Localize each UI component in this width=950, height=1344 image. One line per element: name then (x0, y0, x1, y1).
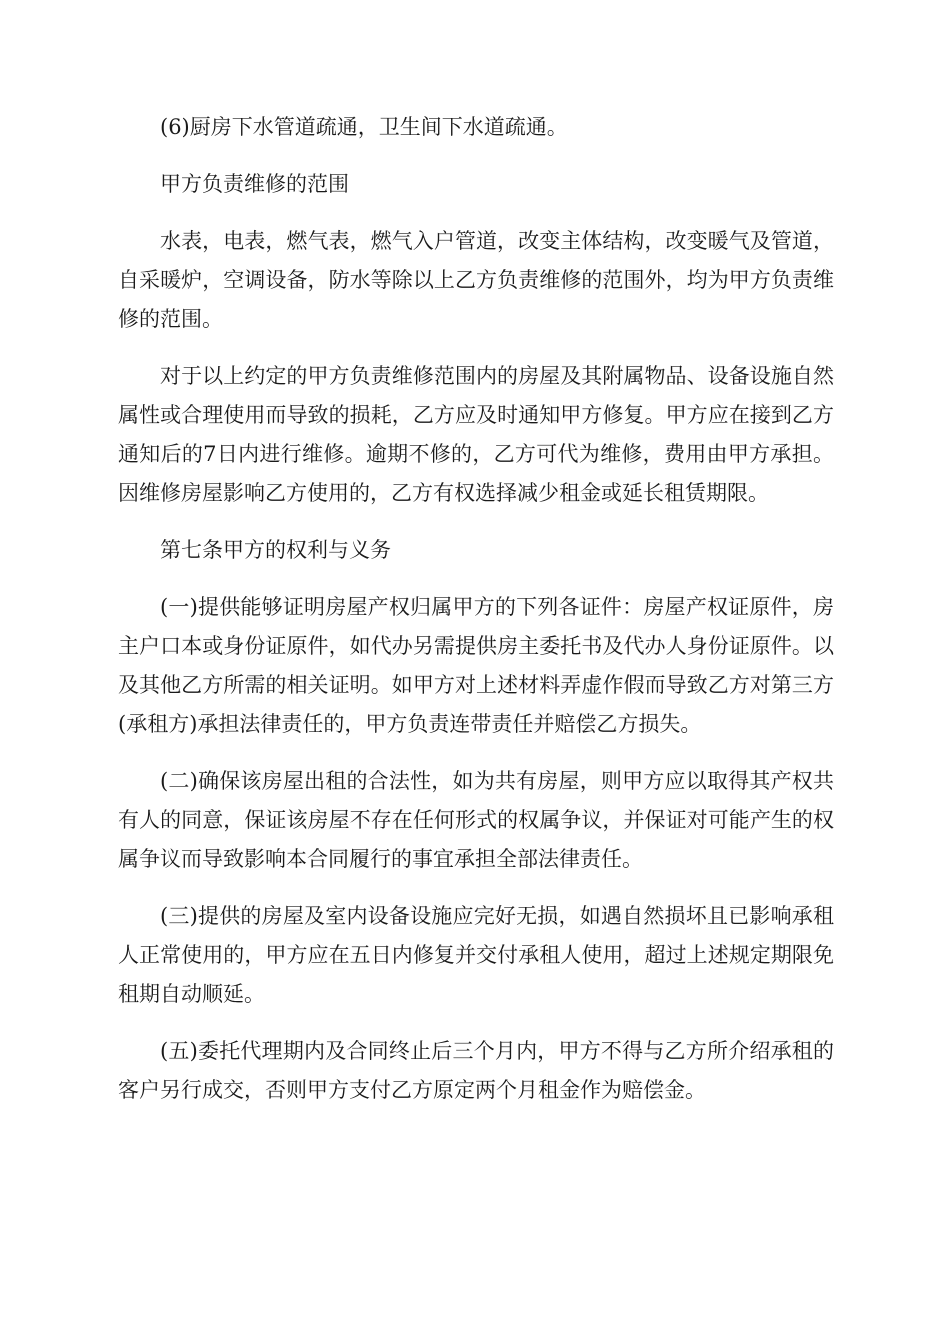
paragraph-party-a-scope-items: 水表，电表，燃气表，燃气入户管道，改变主体结构，改变暖气及管道，自采暖炉，空调设备，防水等除以上乙方负责维修的范围外，均为甲方负责维修的范围。 (118, 229, 834, 331)
heading-party-a-maintenance-scope: 甲方负责维修的范围 (160, 172, 349, 196)
paragraph-repair-obligation: 对于以上约定的甲方负责维修范围内的房屋及其附属物品、设备设施自然属性或合理使用而导致的损耗，乙方应及时通知甲方修复。甲方应在接到乙方通知后的7日内进行维修。逾期不修的，乙方可代为维修，费用由甲方承担。因维修房屋影响乙方使用的，乙方有权选择减少租金或延长租赁期限。 (118, 364, 834, 505)
paragraph-clause-three: (三)提供的房屋及室内设备设施应完好无损，如遇自然损坏且已影响承租人正常使用的，甲方应在五日内修复并交付承租人使用，超过上述规定期限免租期自动顺延。 (118, 904, 834, 1006)
document-body (118, 108, 834, 1128)
heading-article-seven: 第七条甲方的权利与义务 (160, 538, 391, 562)
paragraph-clause-two: (二)确保该房屋出租的合法性，如为共有房屋，则甲方应以取得其产权共有人的同意，保证该房屋不存在任何形式的权属争议，并保证对可能产生的权属争议而导致影响本合同履行的事宜承担全部法律责任。 (118, 769, 834, 871)
paragraph-kitchen-drain: (6)厨房下水管道疏通，卫生间下水道疏通。 (160, 115, 568, 139)
paragraph-clause-five: (五)委托代理期内及合同终止后三个月内，甲方不得与乙方所介绍承租的客户另行成交，否则甲方支付乙方原定两个月租金作为赔偿金。 (118, 1039, 834, 1102)
paragraph-clause-one: (一)提供能够证明房屋产权归属甲方的下列各证件：房屋产权证原件，房主户口本或身份证原件，如代办另需提供房主委托书及代办人身份证原件。以及其他乙方所需的相关证明。如甲方对上述材料弄虚作假而导致乙方对第三方(承租方)承担法律责任的，甲方负责连带责任并赔偿乙方损失。 (118, 595, 834, 736)
